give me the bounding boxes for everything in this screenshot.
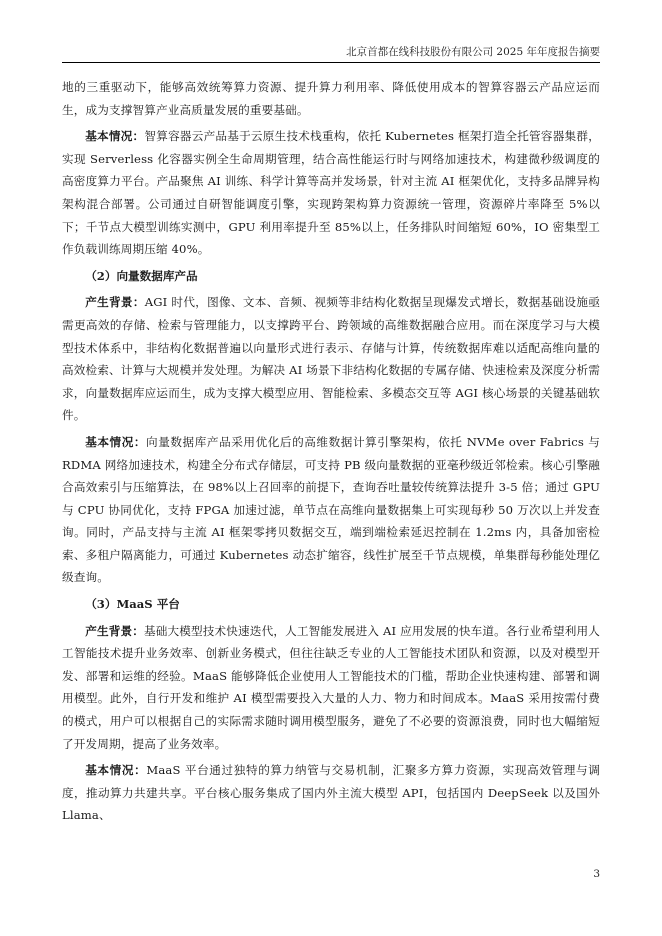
paragraph-text: MaaS 平台通过独特的算力纳管与交易机制，汇聚多方算力资源，实现高效管理与调度，推动算力共建共享。平台核心服务集成了国内外主流大模型 API，包括国内 DeepSeek 以及国外 Llama、 (62, 763, 600, 823)
paragraph-text: 智算容器云产品基于云原生技术栈重构，依托 Kubernetes 框架打造全托管容器集群，实现 Serverless 化容器实例全生命周期管理，结合高性能运行时与网络加速技术，构建微秒级调度的高密度算力平台。产品聚焦 AI 训练、科学计算等高并发场景，针对主流 AI 框架优化，支持多品牌异构架构混合部署。公司通过自研智能调度引擎，实现跨架构算力资源统一管理，资源碎片率降至 5%以下；千节点大模型训练实测中，GPU 利用率提升至 85%以上，任务排队时间缩短 60%，IO 密集型工作负载训练周期压缩 40%。 (62, 129, 600, 257)
paragraph-lead-label: 产生背景： (85, 295, 145, 310)
paragraph-text: 基础大模型技术快速迭代，人工智能发展进入 AI 应用发展的快车道。各行业希望利用人工智能技术提升业务效率、创新业务模式，但往往缺乏专业的人工智能技术团队和资源，以及对模型开发、部署和运维的经验。MaaS 能够降低企业使用人工智能技术的门槛，帮助企业快速构建、部署和调用模型。此外，自行开发和维护 AI 模型需要投入大量的人力、物力和时间成本。MaaS 采用按需付费的模式，用户可以根据自己的实际需求随时调用模型服务，避免了不必要的资源浪费，同时也大幅缩短了开发周期，提高了业务效率。 (62, 623, 600, 751)
paragraph-lead-label: 产生背景： (85, 623, 144, 638)
page-number: 3 (593, 868, 600, 880)
document-body (62, 76, 600, 831)
paragraph-vector-db-basic (62, 431, 600, 589)
paragraph-container-cloud-basic (62, 125, 600, 261)
paragraph-maas-basic (62, 759, 600, 827)
paragraph-lead-label: 基本情况： (85, 129, 145, 144)
page-header: 北京首都在线科技股份有限公司 2025 年年度报告摘要 (62, 44, 600, 63)
paragraph-vector-db-background (62, 291, 600, 427)
section-heading-maas: （3）MaaS 平台 (85, 597, 180, 612)
paragraph-lead-label: 基本情况： (85, 434, 147, 449)
paragraph-intro-continued: 地的三重驱动下，能够高效统筹算力资源、提升算力利用率、降低使用成本的智算容器云产品应运而生，成为支撑智算产业高质量发展的重要基础。 (62, 80, 600, 117)
paragraph-maas-background (62, 620, 600, 756)
section-heading-vector-db: （2）向量数据库产品 (85, 268, 198, 283)
paragraph-text: AGI 时代，图像、文本、音频、视频等非结构化数据呈现爆发式增长，数据基础设施亟需更高效的存储、检索与管理能力，以支撑跨平台、跨领域的高维数据融合应用。而在深度学习与大模型技术体系中，非结构化数据普遍以向量形式进行表示、存储与计算，传统数据库难以适配高维向量的高效检索、计算与大规模并发处理。为解决 AI 场景下非结构化数据的专属存储、快速检索及深度分析需求，向量数据库应运而生，成为支撑大模型应用、智能检索、多模态交互等 AGI 核心场景的关键基础软件。 (62, 295, 600, 423)
paragraph-text: 向量数据库产品采用优化后的高维数据计算引擎架构，依托 NVMe over Fabrics 与 RDMA 网络加速技术，构建全分布式存储层，可支持 PB 级向量数据的亚毫秒级近邻检索。核心引擎融合高效索引与压缩算法，在 98%以上召回率的前提下，查询吞吐量较传统算法提升 3-5 倍；通过 GPU 与 CPU 协同优化，支持 FPGA 加速过滤，单节点在高维向量数据集上可实现每秒 50 万次以上并发查询。同时，产品支持与主流 AI 框架零拷贝数据交互，端到端检索延迟控制在 1.2ms 内，具备加密检索、多租户隔离能力，可通过 Kubernetes 动态扩缩容，线性扩展至千节点规模，单集群每秒能处理亿级查询。 (62, 434, 600, 585)
paragraph-lead-label: 基本情况： (85, 763, 147, 778)
